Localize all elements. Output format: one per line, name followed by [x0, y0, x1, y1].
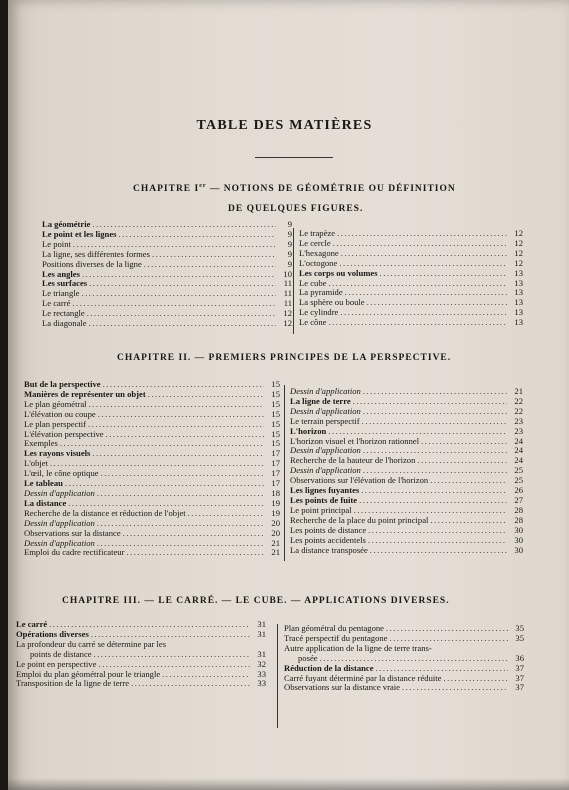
chapter-3-left-column [16, 620, 266, 689]
toc-leader-dots [85, 309, 276, 319]
toc-leader-dots [99, 469, 264, 479]
toc-leader-dots [326, 279, 507, 289]
toc-leader-dots [415, 456, 507, 466]
toc-leader-dots [146, 390, 264, 400]
toc-entry-label: L'horizon visuel et l'horizon rationnel [290, 435, 420, 446]
toc-entry-label: La ligne de terre [290, 395, 351, 406]
toc-page-number: 28 [514, 504, 523, 515]
chapter-1-heading-sup: er [199, 183, 207, 189]
toc-entry-label: Le rectangle [42, 308, 85, 319]
toc-page-number: 13 [514, 297, 523, 308]
toc-entry-label: Positions diverses de la ligne [42, 258, 142, 269]
toc-entry-label: Recherche de la distance et réduction de l'objet [24, 507, 186, 518]
toc-entry-label: Les lignes fuyantes [290, 485, 360, 496]
toc-leader-dots [335, 229, 507, 239]
toc-entry-label: Manières de représenter un objet [24, 388, 146, 399]
toc-page-number: 17 [271, 458, 280, 469]
toc-entry-label: L'objet [24, 458, 48, 469]
toc-page-number: 21 [271, 537, 280, 548]
toc-leader-dots [79, 289, 276, 299]
toc-entry [42, 289, 292, 299]
toc-entry-label: Observations sur l'élévation de l'horizon [290, 475, 429, 486]
toc-page-number: 24 [514, 455, 523, 466]
chapter-3-heading: CHAPITRE III. — LE CARRÉ. — LE CUBE. — APPLICATIONS DIVERSES. [62, 596, 450, 606]
toc-entry-label: Recherche de la hauteur de l'horizon [290, 455, 416, 466]
toc-leader-dots [186, 509, 264, 519]
chapter-2-right-column [290, 387, 523, 555]
toc-leader-dots [368, 546, 507, 556]
toc-leader-dots [96, 410, 264, 420]
toc-page-number: 21 [514, 386, 523, 396]
toc-leader-dots [357, 496, 507, 506]
page-title: TABLE DES MATIÈRES [196, 118, 373, 133]
toc-entry-label: L'octogone [299, 257, 338, 268]
toc-entry-label: Le point [42, 238, 71, 249]
toc-entry-label: Le cône [299, 317, 327, 328]
toc-page-number: 32 [257, 658, 266, 669]
toc-entry-label: Le point principal [290, 504, 352, 515]
toc-page-number: 13 [514, 277, 523, 288]
toc-page-number: 31 [257, 619, 266, 629]
toc-leader-dots [92, 650, 250, 660]
toc-page-number: 22 [514, 405, 523, 416]
toc-leader-dots [428, 476, 507, 486]
page-bottom-shadow [8, 778, 569, 790]
toc-entry-label: Réduction de la distance [284, 662, 374, 673]
toc-page-number: 19 [271, 507, 280, 518]
toc-entry-label: Exemples [24, 438, 58, 449]
toc-entry-label: Le plan géométral [24, 398, 87, 409]
toc-entry [42, 230, 292, 240]
toc-page-number: 12 [514, 257, 523, 268]
toc-entry-label: Le cube [299, 277, 327, 288]
toc-page-number: 23 [514, 415, 523, 426]
toc-page-number: 12 [283, 318, 292, 329]
toc-entry-label: Le plan perspectif [24, 418, 87, 429]
toc-entry [42, 279, 292, 289]
toc-entry-label: But de la perspective [24, 379, 101, 389]
toc-leader-dots [95, 489, 264, 499]
toc-entry-label: posée [298, 652, 318, 663]
toc-leader-dots [351, 397, 507, 407]
toc-page-number: 9 [287, 248, 292, 259]
chapter-2-left-column [24, 380, 280, 558]
toc-entry-label: Les surfaces [42, 278, 88, 289]
toc-entry [24, 529, 280, 539]
chapter-3-divider [277, 624, 278, 728]
toc-leader-dots [150, 250, 276, 260]
toc-page-number: 12 [514, 247, 523, 258]
toc-entry [290, 546, 523, 556]
toc-leader-dots [90, 220, 276, 230]
toc-entry-label: Dessin d'application [24, 487, 95, 498]
toc-page-number: 9 [287, 228, 292, 239]
chapter-1-heading-b: — NOTIONS DE GÉOMÉTRIE OU DÉFINITION [206, 184, 456, 195]
chapter-1-heading [133, 183, 456, 194]
toc-entry-label: Les points de distance [290, 524, 367, 535]
toc-page-number: 37 [515, 662, 524, 673]
chapter-1-right-column [299, 229, 523, 328]
toc-page-number: 36 [515, 652, 524, 663]
toc-page-number: 18 [271, 487, 280, 498]
title-rule [255, 157, 333, 158]
toc-leader-dots [366, 536, 507, 546]
toc-entry-label: Les points de fuite [290, 494, 358, 505]
toc-page-number: 24 [514, 445, 523, 456]
toc-leader-dots [378, 269, 507, 279]
chapter-2-divider [284, 385, 285, 561]
toc-entry-label: Le point et les lignes [42, 228, 117, 239]
toc-page-number: 12 [514, 237, 523, 248]
toc-entry [16, 679, 266, 689]
toc-entry-label: Les rayons visuels [24, 448, 91, 459]
toc-page-number: 15 [271, 438, 280, 449]
toc-page-number: 37 [515, 682, 524, 693]
toc-entry-label: L'horizon [290, 425, 327, 436]
toc-entry-label: Le terrain perspectif [290, 415, 360, 426]
toc-leader-dots [142, 260, 276, 270]
toc-leader-dots [400, 683, 508, 693]
toc-page-number: 25 [514, 475, 523, 486]
toc-entry-label: Le point en perspective [16, 658, 97, 669]
toc-leader-dots [80, 270, 276, 280]
toc-entry-label: Dessin d'application [24, 517, 95, 528]
chapter-1-divider [293, 228, 294, 334]
toc-page-number: 30 [514, 524, 523, 535]
toc-page-number: 15 [271, 379, 280, 389]
toc-leader-dots [384, 624, 508, 634]
toc-leader-dots [441, 674, 508, 684]
toc-page-number: 22 [514, 395, 523, 406]
toc-entry [290, 536, 523, 546]
toc-entry [24, 548, 280, 558]
toc-page-number: 9 [287, 238, 292, 249]
toc-leader-dots [129, 679, 250, 689]
toc-entry [299, 229, 523, 239]
toc-entry-label: Les points accidentels [290, 534, 366, 545]
toc-leader-dots [361, 387, 507, 397]
chapter-1-heading-line2: DE QUELQUES FIGURES. [228, 204, 364, 214]
toc-entry-label: Tracé perspectif du pentagone [284, 632, 388, 643]
toc-entry-label: La distance transposée [290, 544, 368, 555]
toc-page-number: 17 [271, 448, 280, 459]
toc-page-number: 24 [514, 435, 523, 446]
toc-entry-label: points de distance [30, 648, 92, 659]
toc-entry-label: La pyramide [299, 287, 343, 298]
toc-entry-label: Le cylindre [299, 307, 339, 318]
toc-entry-label: L'élévation ou coupe [24, 408, 96, 419]
toc-page-number: 9 [287, 258, 292, 269]
chapter-1-left-column [42, 220, 292, 329]
toc-page-number: 13 [514, 267, 523, 278]
toc-entry-label: La ligne, ses différentes formes [42, 248, 150, 259]
toc-leader-dots [428, 516, 507, 526]
toc-entry-label: Autre application de la ligne de terre trans- [284, 642, 432, 653]
toc-page-number: 26 [514, 485, 523, 496]
toc-leader-dots [87, 279, 276, 289]
toc-leader-dots [338, 308, 507, 318]
toc-leader-dots [365, 298, 507, 308]
toc-page-number: 12 [514, 228, 523, 238]
toc-page-number: 25 [514, 465, 523, 476]
toc-leader-dots [124, 548, 264, 558]
toc-page-number: 20 [271, 527, 280, 538]
toc-page-number: 15 [271, 398, 280, 409]
toc-leader-dots [361, 407, 507, 417]
toc-entry-label: Dessin d'application [24, 537, 95, 548]
toc-page-number: 13 [514, 287, 523, 298]
toc-leader-dots [339, 249, 507, 259]
toc-leader-dots [359, 486, 507, 496]
toc-leader-dots [116, 230, 276, 240]
toc-entry-label: Observations sur la distance vraie [284, 682, 400, 693]
toc-page-number: 15 [271, 388, 280, 399]
toc-entry [284, 644, 524, 654]
toc-entry-label: Dessin d'application [290, 405, 361, 416]
toc-page-number: 12 [283, 308, 292, 319]
toc-entry-label: Observations sur la distance [24, 527, 121, 538]
toc-entry-label: L'œil, le cône optique [24, 468, 99, 479]
toc-page-number: 33 [257, 668, 266, 679]
toc-entry [299, 308, 523, 318]
toc-page-number: 15 [271, 428, 280, 439]
chapter-3-right-column [284, 624, 524, 693]
toc-entry-label: L'hexagone [299, 247, 339, 258]
toc-entry-label: Le carré [16, 619, 48, 629]
toc-entry [24, 449, 280, 459]
toc-leader-dots [360, 417, 507, 427]
toc-page-number: 33 [257, 678, 266, 689]
toc-entry-label: Dessin d'application [290, 465, 361, 476]
toc-leader-dots [87, 400, 264, 410]
toc-leader-dots [326, 318, 507, 328]
toc-entry-label: La sphère ou boule [299, 297, 365, 308]
toc-entry-label: Emploi du cadre rectificateur [24, 547, 125, 558]
toc-page-number: 13 [514, 317, 523, 328]
toc-leader-dots [70, 299, 276, 309]
toc-entry-label: La profondeur du carré se détermine par les [16, 638, 167, 649]
toc-entry-label: Carré fuyant déterminé par la distance réduite [284, 672, 442, 683]
toc-leader-dots [343, 288, 507, 298]
toc-leader-dots [121, 529, 264, 539]
toc-page-number: 11 [283, 278, 292, 289]
toc-entry-label: Dessin d'application [290, 386, 361, 396]
toc-page-number: 11 [283, 288, 292, 299]
toc-entry-label: Les angles [42, 268, 80, 279]
toc-page-number: 35 [515, 632, 524, 643]
toc-entry-label: La géométrie [42, 219, 91, 229]
toc-page-number: 11 [283, 298, 292, 309]
toc-page-number: 37 [515, 672, 524, 683]
toc-page-number: 31 [257, 628, 266, 639]
toc-entry-label: La diagonale [42, 318, 87, 329]
toc-page-number: 30 [514, 534, 523, 545]
toc-leader-dots [90, 449, 264, 459]
toc-entry-label: Recherche de la place du point principal [290, 514, 429, 525]
chapter-1-heading-a: CHAPITRE I [133, 184, 200, 195]
toc-entry-label: Opérations diverses [16, 628, 89, 639]
toc-entry-label: Le tableau [24, 478, 63, 489]
toc-page-number: 20 [271, 517, 280, 528]
toc-entry [284, 683, 524, 693]
toc-leader-dots [419, 437, 507, 447]
toc-entry [299, 318, 523, 328]
toc-entry-label: Le carré [42, 298, 71, 309]
toc-entry-label: Le cercle [299, 237, 331, 248]
toc-entry-label: La distance [24, 497, 67, 508]
toc-page-number: 10 [283, 268, 292, 279]
toc-page-number: 35 [515, 623, 524, 633]
toc-entry-label: Le triangle [42, 288, 80, 299]
toc-page-number: 31 [257, 648, 266, 659]
toc-leader-dots [87, 319, 276, 329]
toc-entry-label: Le trapèze [299, 228, 336, 238]
toc-leader-dots [366, 526, 507, 536]
toc-entry-label: Les corps ou volumes [299, 267, 378, 278]
toc-entry-label: L'élévation perspective [24, 428, 104, 439]
toc-page-number: 23 [514, 425, 523, 436]
toc-page-number: 17 [271, 468, 280, 479]
toc-leader-dots [86, 420, 264, 430]
toc-leader-dots [104, 430, 264, 440]
toc-page-number: 9 [287, 219, 292, 229]
toc-page-number: 21 [271, 547, 280, 558]
toc-entry-label: Emploi du plan géométral pour le triangle [16, 668, 161, 679]
toc-leader-dots [160, 670, 250, 680]
toc-entry-label: Plan géométral du pentagone [284, 623, 384, 633]
chapter-2-heading: CHAPITRE II. — PREMIERS PRINCIPES DE LA PERSPECTIVE. [117, 353, 452, 363]
toc-page-number: 19 [271, 497, 280, 508]
toc-leader-dots [331, 239, 507, 249]
toc-entry [42, 319, 292, 329]
toc-entry [299, 269, 523, 279]
toc-entry-label: Dessin d'application [290, 445, 361, 456]
toc-page-number: 15 [271, 418, 280, 429]
toc-entry [24, 430, 280, 440]
toc-page-number: 13 [514, 307, 523, 318]
toc-page-number: 28 [514, 514, 523, 525]
toc-page-number: 30 [514, 544, 523, 555]
toc-page-number: 27 [514, 494, 523, 505]
toc-page-number: 15 [271, 408, 280, 419]
toc-page-number: 17 [271, 478, 280, 489]
toc-entry-label: Transposition de la ligne de terre [16, 678, 130, 689]
